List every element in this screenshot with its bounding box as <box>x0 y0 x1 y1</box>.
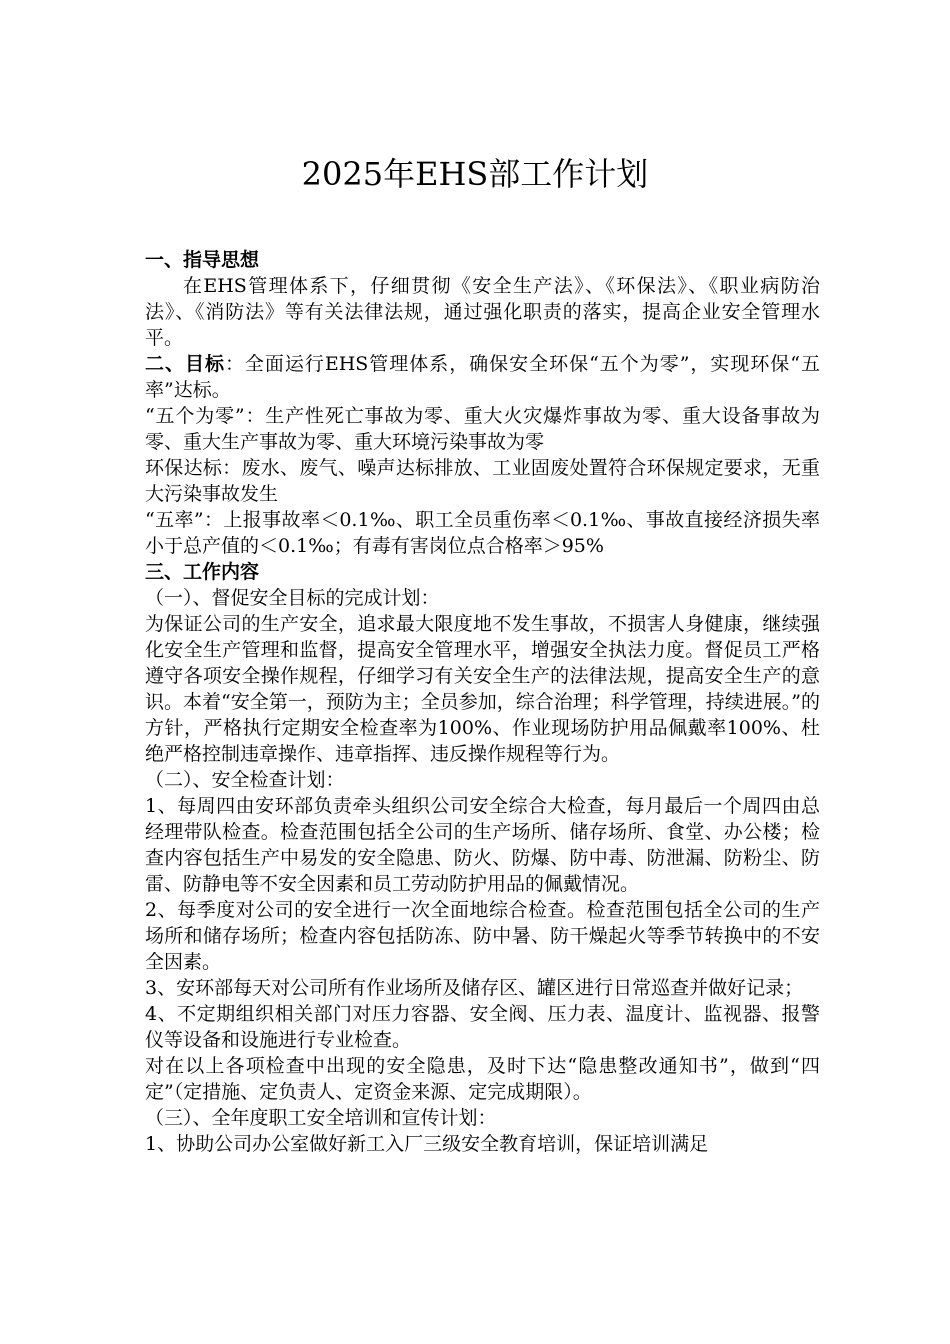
training-item-1: 1、协助公司办公室做好新工入厂三级安全教育培训，保证培训满足 <box>145 1133 709 1155</box>
section-heading-guiding: 一、指导思想 <box>145 249 260 271</box>
inspection-item-2: 2、每季度对公司的安全进行一次全面地综合检查。检查范围包括全公司的生产场所和储存场所；检查内容包括防冻、防中暑、防干燥起火等季节转换中的不安全因素。 <box>145 899 820 973</box>
env-standard-paragraph: 环保达标：废水、废气、噪声达标排放、工业固废处置符合环保规定要求，无重大污染事故发生 <box>145 457 820 505</box>
guiding-paragraph: 在EHS管理体系下，仔细贯彻《安全生产法》、《环保法》、《职业病防治法》、《消防法》等有关法律法规，通过强化职责的落实，提高企业安全管理水平。 <box>145 275 820 349</box>
section-heading-goal: 二、目标 <box>145 353 225 375</box>
five-zero-paragraph: “五个为零”：生产性死亡事故为零、重大火灾爆炸事故为零、重大设备事故为零、重大生产事故为零、重大环境污染事故为零 <box>145 405 820 453</box>
five-rate-paragraph: “五率”：上报事故率＜0.1‰、职工全员重伤率＜0.1‰、事故直接经济损失率小于总产值的＜0.1‰；有毒有害岗位点合格率＞95% <box>145 509 820 557</box>
inspection-item-3: 3、安环部每天对公司所有作业场所及储存区、罐区进行日常巡查并做好记录； <box>145 977 804 999</box>
subsection-title-1: （一）、督促安全目标的完成计划： <box>145 587 440 609</box>
inspection-item-4: 4、不定期组织相关部门对压力容器、安全阀、压力表、温度计、监视器、报警仪等设备和设施进行专业检查。 <box>145 1003 820 1051</box>
subsection-1-paragraph: 为保证公司的生产安全，追求最大限度地不发生事故，不损害人身健康，继续强化安全生产管理和监督，提高安全管理水平，增强安全执法力度。督促员工严格遵守各项安全操作规程，仔细学习有关安全生产的法律法规，提高安全生产的意识。本着“安全第一，预防为主；全员参加，综合治理；科学管理，持续进展。”的方针，严格执行定期安全检查率为100%、作业现场防护用品佩戴率100%、杜绝严格控制违章操作、违章指挥、违反操作规程等行为。 <box>145 613 820 765</box>
goal-paragraph <box>145 351 820 403</box>
subsection-title-2: （二）、安全检查计划： <box>145 769 345 791</box>
inspection-item-1: 1、每周四由安环部负责牵头组织公司安全综合大检查，每月最后一个周四由总经理带队检查。检查范围包括全公司的生产场所、储存场所、食堂、办公楼；检查内容包括生产中易发的安全隐患、防火、防爆、防中毒、防泄漏、防粉尘、防雷、防静电等不安全因素和员工劳动防护用品的佩戴情况。 <box>145 795 820 895</box>
goal-text: ：全面运行EHS管理体系，确保安全环保“五个为零”，实现环保“五率”达标。 <box>145 353 820 401</box>
subsection-title-3: （三）、全年度职工安全培训和宣传计划： <box>145 1107 497 1129</box>
document-title: 2025年EHS部工作计划 <box>301 155 649 193</box>
section-heading-work: 三、工作内容 <box>145 561 260 583</box>
inspection-closing-paragraph: 对在以上各项检查中出现的安全隐患，及时下达“隐患整改通知书”，做到“四定”（定措施、定负责人、定资金来源、定完成期限）。 <box>145 1055 820 1103</box>
document-body <box>145 247 820 1157</box>
